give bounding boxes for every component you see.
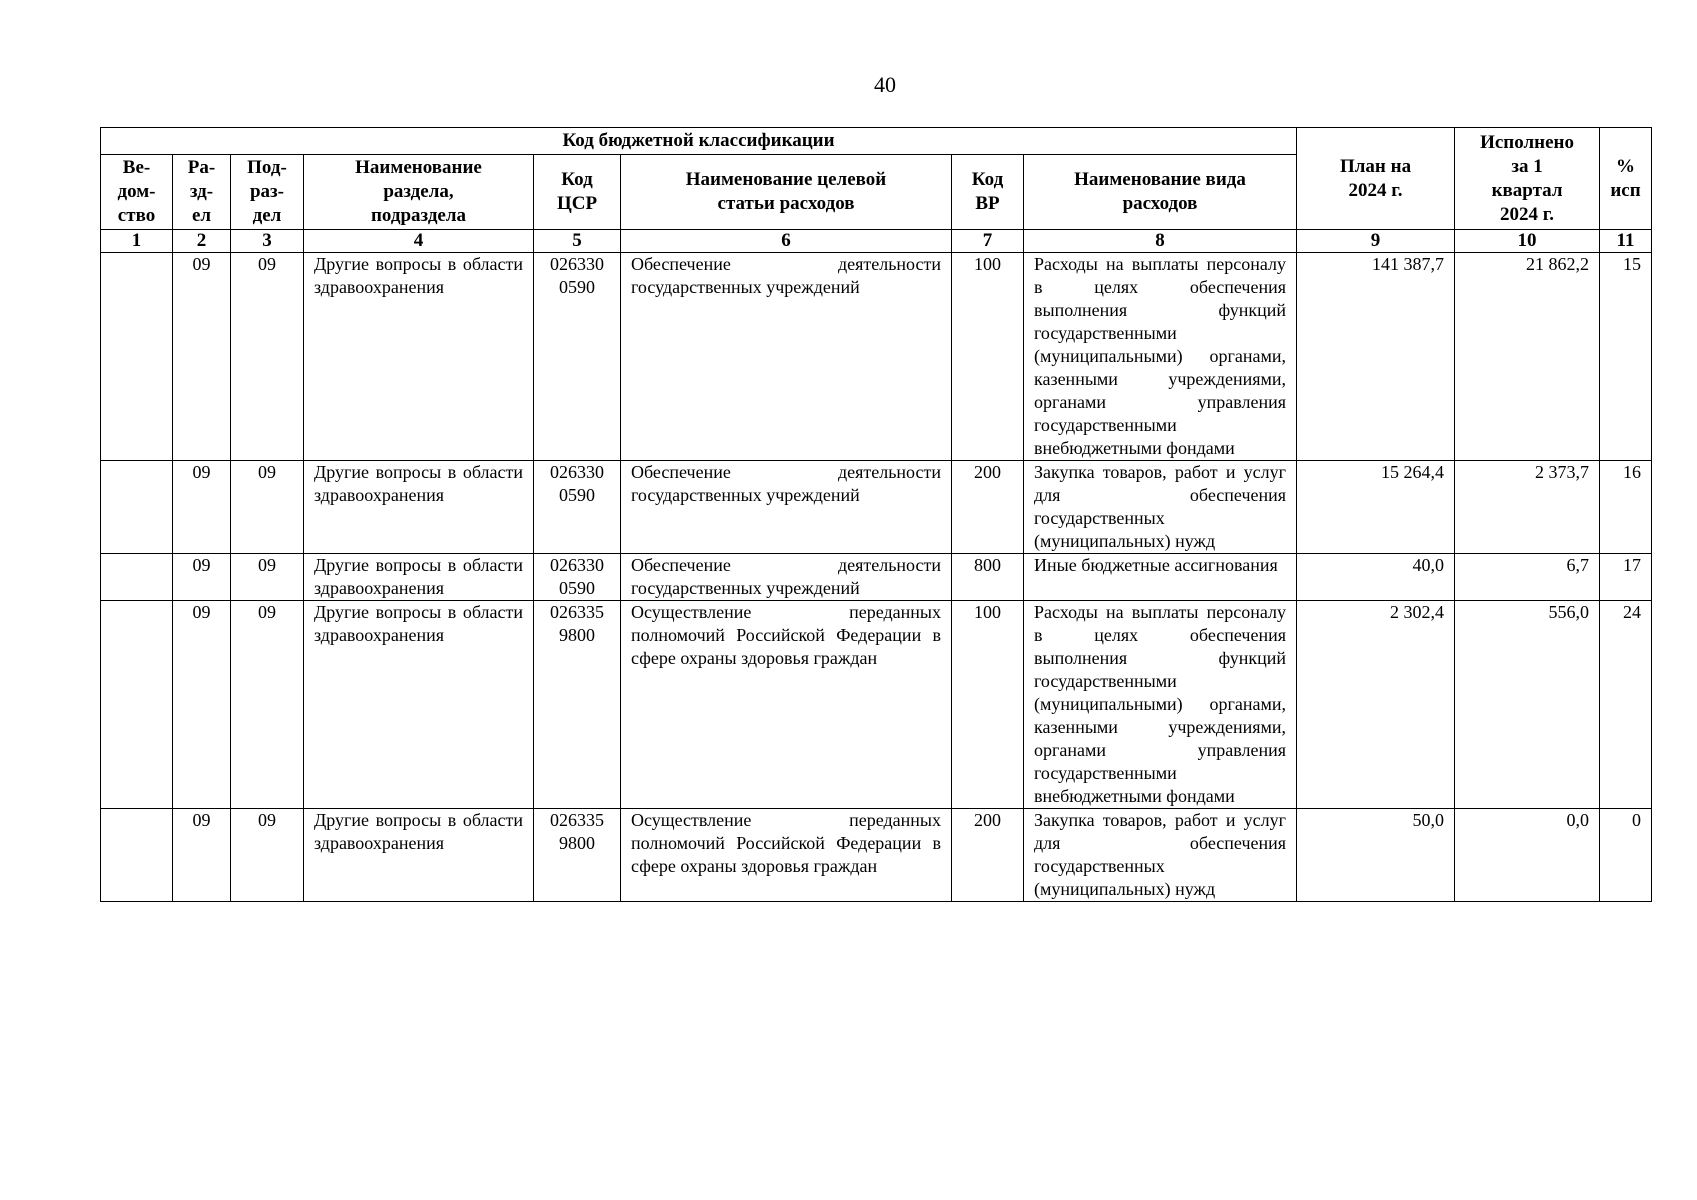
column-number-3: 3: [231, 230, 304, 253]
plan-cell: 15 264,4: [1297, 461, 1455, 554]
header-col-6: Наименование целевой статьи расходов: [621, 155, 952, 230]
target-name-cell: Обеспечение деятельности государственных учреждений: [621, 554, 952, 601]
percent-cell: 24: [1600, 601, 1652, 809]
table-body: [101, 253, 1652, 902]
column-numbers-row: [101, 230, 1652, 253]
column-number-10: 10: [1455, 230, 1600, 253]
csr-code-cell: 026335 9800: [534, 809, 621, 902]
column-number-6: 6: [621, 230, 952, 253]
vr-name-cell: Закупка товаров, работ и услуг для обеспечения государственных (муниципальных) нужд: [1024, 809, 1297, 902]
vedomstvo-cell: [101, 809, 173, 902]
vedomstvo-cell: [101, 554, 173, 601]
plan-cell: 141 387,7: [1297, 253, 1455, 461]
razdel-cell: 09: [173, 554, 231, 601]
header-col-2: Ра- зд- ел: [173, 155, 231, 230]
column-number-5: 5: [534, 230, 621, 253]
plan-cell: 40,0: [1297, 554, 1455, 601]
vr-code-cell: 200: [952, 809, 1024, 902]
header-col-5: Код ЦСР: [534, 155, 621, 230]
executed-cell: 556,0: [1455, 601, 1600, 809]
table-row: [101, 809, 1652, 902]
razdel-cell: 09: [173, 809, 231, 902]
column-number-9: 9: [1297, 230, 1455, 253]
vr-name-cell: Иные бюджетные ассигнования: [1024, 554, 1297, 601]
vr-code-cell: 800: [952, 554, 1024, 601]
percent-cell: 17: [1600, 554, 1652, 601]
csr-code-cell: 026330 0590: [534, 554, 621, 601]
razdel-cell: 09: [173, 601, 231, 809]
header-budget-classification: Код бюджетной классификации: [101, 128, 1297, 155]
header-col-3: Под- раз- дел: [231, 155, 304, 230]
razdel-name-cell: Другие вопросы в области здравоохранения: [304, 461, 534, 554]
vedomstvo-cell: [101, 601, 173, 809]
executed-cell: 0,0: [1455, 809, 1600, 902]
podrazdel-cell: 09: [231, 809, 304, 902]
plan-cell: 2 302,4: [1297, 601, 1455, 809]
column-number-4: 4: [304, 230, 534, 253]
vr-code-cell: 200: [952, 461, 1024, 554]
vr-code-cell: 100: [952, 601, 1024, 809]
page-number: 40: [874, 72, 896, 97]
vr-name-cell: Закупка товаров, работ и услуг для обеспечения государственных (муниципальных) нужд: [1024, 461, 1297, 554]
percent-cell: 0: [1600, 809, 1652, 902]
column-number-11: 11: [1600, 230, 1652, 253]
razdel-cell: 09: [173, 461, 231, 554]
vedomstvo-cell: [101, 461, 173, 554]
csr-code-cell: 026330 0590: [534, 253, 621, 461]
podrazdel-cell: 09: [231, 461, 304, 554]
executed-cell: 6,7: [1455, 554, 1600, 601]
header-col-1: Ве- дом- ство: [101, 155, 173, 230]
table-row: [101, 253, 1652, 461]
header-col-8: Наименование вида расходов: [1024, 155, 1297, 230]
table-row: [101, 601, 1652, 809]
table-header: [101, 128, 1652, 253]
vr-name-cell: Расходы на выплаты персоналу в целях обеспечения выполнения функций государственными (муниципальными) органами, казенными учреждениями, органами управления государственными внебюджетными фондами: [1024, 253, 1297, 461]
vr-name-cell: Расходы на выплаты персоналу в целях обеспечения выполнения функций государственными (муниципальными) органами, казенными учреждениями, органами управления государственными внебюджетными фондами: [1024, 601, 1297, 809]
vedomstvo-cell: [101, 253, 173, 461]
column-number-7: 7: [952, 230, 1024, 253]
percent-cell: 15: [1600, 253, 1652, 461]
razdel-name-cell: Другие вопросы в области здравоохранения: [304, 554, 534, 601]
target-name-cell: Осуществление переданных полномочий Российской Федерации в сфере охраны здоровья граждан: [621, 809, 952, 902]
table-row: [101, 554, 1652, 601]
plan-cell: 50,0: [1297, 809, 1455, 902]
target-name-cell: Обеспечение деятельности государственных учреждений: [621, 461, 952, 554]
podrazdel-cell: 09: [231, 554, 304, 601]
header-col-7: Код ВР: [952, 155, 1024, 230]
budget-execution-table: [100, 127, 1652, 902]
header-group-row: [101, 128, 1652, 155]
column-number-1: 1: [101, 230, 173, 253]
header-col-11: % исп: [1600, 128, 1652, 230]
column-number-8: 8: [1024, 230, 1297, 253]
csr-code-cell: 026330 0590: [534, 461, 621, 554]
executed-cell: 21 862,2: [1455, 253, 1600, 461]
column-number-2: 2: [173, 230, 231, 253]
executed-cell: 2 373,7: [1455, 461, 1600, 554]
header-col-10: Исполнено за 1 квартал 2024 г.: [1455, 128, 1600, 230]
percent-cell: 16: [1600, 461, 1652, 554]
header-col-4: Наименование раздела, подраздела: [304, 155, 534, 230]
podrazdel-cell: 09: [231, 253, 304, 461]
razdel-name-cell: Другие вопросы в области здравоохранения: [304, 253, 534, 461]
razdel-name-cell: Другие вопросы в области здравоохранения: [304, 601, 534, 809]
csr-code-cell: 026335 9800: [534, 601, 621, 809]
target-name-cell: Осуществление переданных полномочий Российской Федерации в сфере охраны здоровья граждан: [621, 601, 952, 809]
razdel-cell: 09: [173, 253, 231, 461]
header-col-9: План на 2024 г.: [1297, 128, 1455, 230]
razdel-name-cell: Другие вопросы в области здравоохранения: [304, 809, 534, 902]
vr-code-cell: 100: [952, 253, 1024, 461]
target-name-cell: Обеспечение деятельности государственных учреждений: [621, 253, 952, 461]
podrazdel-cell: 09: [231, 601, 304, 809]
table-row: [101, 461, 1652, 554]
